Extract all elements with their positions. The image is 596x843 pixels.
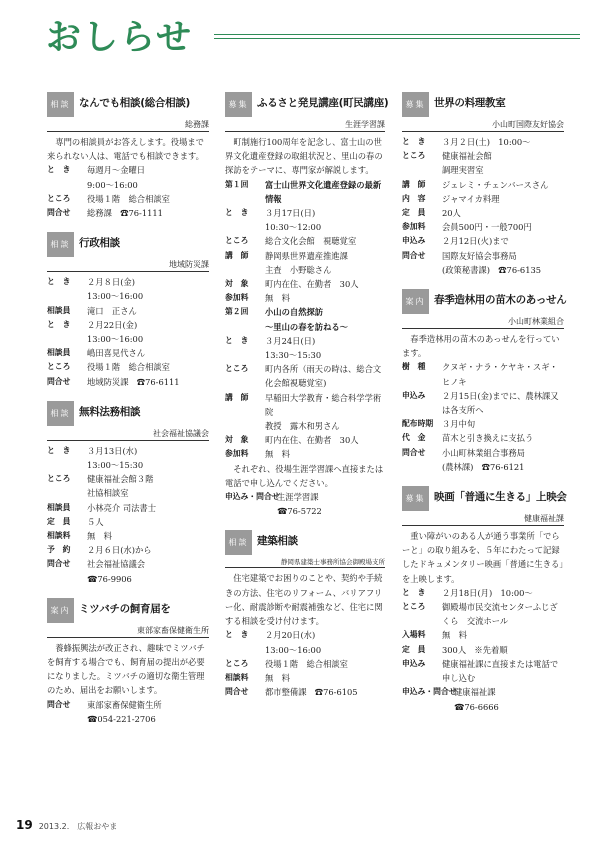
detail-row <box>47 192 209 206</box>
detail-label: 問合せ <box>47 376 71 386</box>
detail-rows <box>402 135 564 277</box>
detail-row <box>402 135 564 149</box>
notice-hometown-course <box>225 92 389 518</box>
detail-value: ２月６日(水)から <box>87 545 152 556</box>
detail-label: 問合せ <box>47 208 71 218</box>
detail-value: クヌギ・ナラ・ケヤキ・スギ・ヒノキ <box>442 362 558 387</box>
notice-body: 養蜂振興法が改正され、趣味でミツバチを飼育する場合でも、飼育届の提出が必要になりました。ミツバチの適切な衛生管理のため、届出をお願いします。 <box>47 642 205 696</box>
notice-title: ふるさと発見講座(町民講座) <box>257 97 389 109</box>
detail-value: 役場１階 総合相談室 <box>87 193 170 204</box>
detail-value: 無 料 <box>87 531 112 542</box>
notice-body: 春季造林用の苗木のあっせんを行っています。 <box>402 334 560 359</box>
category-badge: 相談 <box>47 401 74 426</box>
detail-row <box>225 362 385 390</box>
notice-org: 小山町林業組合 <box>402 316 564 329</box>
detail-label: 予 約 <box>47 545 71 555</box>
notice-title: 建築相談 <box>257 535 298 548</box>
detail-value: 健康福祉会館３階 社協相談室 <box>87 474 154 499</box>
detail-label: 参加料 <box>225 293 249 303</box>
detail-label: 内 容 <box>402 193 426 203</box>
detail-label: 対 象 <box>225 435 249 445</box>
detail-row <box>402 389 564 417</box>
detail-value: ３月13日(水) 13:00～15:30 <box>87 445 144 471</box>
detail-value: 町内在住、在勤者 30人 <box>265 435 359 446</box>
detail-row <box>225 391 385 434</box>
detail-label: ところ <box>402 151 426 161</box>
detail-row <box>225 334 385 362</box>
detail-row <box>402 600 564 628</box>
detail-value: ３月２日(土) 10:00～ <box>442 137 531 147</box>
detail-row <box>402 431 564 445</box>
detail-rows <box>402 360 564 474</box>
detail-label: 第１回 <box>225 179 249 189</box>
detail-row <box>225 671 385 685</box>
detail-value: 東部家畜保健衛生所 ☎054-221-2706 <box>87 699 162 724</box>
detail-row <box>402 220 564 234</box>
detail-value: 早稲田大学教育・総合科学学術院 教授 露木和男さん <box>265 392 382 432</box>
detail-label: と き <box>47 319 71 329</box>
detail-row <box>402 643 564 657</box>
notice-note: それぞれ、役場生涯学習課へ直接または電話で申し込んでください。 <box>225 463 384 488</box>
detail-label: 問合せ <box>402 447 426 457</box>
detail-rows <box>47 698 209 726</box>
detail-rows <box>47 163 209 220</box>
detail-value: 苗木と引き換えに支払う <box>442 433 534 444</box>
detail-value: ２月８日(金) 13:00～16:00 <box>87 277 144 302</box>
category-badge: 相談 <box>47 92 74 117</box>
detail-row <box>47 472 209 500</box>
detail-label: と き <box>47 277 71 287</box>
detail-value: ３月24日(日) 13:30～15:30 <box>265 335 322 361</box>
detail-row <box>402 249 564 277</box>
detail-row <box>225 657 385 671</box>
notice-body: 専門の相談員がお答えします。役場まで来られない人は、電話でも相談できます。 <box>47 137 204 162</box>
detail-row <box>225 249 385 277</box>
detail-row <box>225 206 385 234</box>
detail-value: ５人 <box>87 516 104 527</box>
detail-label: 講 師 <box>225 392 249 402</box>
issue-label: 2013.2. 広報おやま <box>38 822 118 831</box>
notice-building-consultation <box>225 530 385 699</box>
detail-row <box>402 178 564 192</box>
detail-label: と き <box>225 630 249 640</box>
category-badge: 案内 <box>47 598 74 623</box>
detail-value: ２月22日(金) 13:00～16:00 <box>87 319 144 345</box>
detail-label: と き <box>47 445 71 455</box>
detail-label: と き <box>225 208 249 218</box>
detail-row <box>47 206 209 220</box>
detail-value: ２月12日(火)まで <box>442 236 509 247</box>
category-badge: 募集 <box>402 92 429 117</box>
detail-row <box>47 529 209 543</box>
detail-row <box>47 501 209 515</box>
detail-value: 町内各所（雨天の時は、総合文化会館視聴覚室) <box>265 364 382 389</box>
category-badge: 募集 <box>225 92 252 117</box>
detail-row <box>402 149 564 177</box>
detail-value: 国際友好協会事務局 (政策秘書課) ☎76-6135 <box>442 250 542 275</box>
detail-value: ２月15日(金)までに、農林課又は各支所へ <box>442 390 559 416</box>
detail-value: 健康福祉課に直接または電話で申し込む <box>442 658 559 684</box>
notice-org: 総務課 <box>47 119 209 132</box>
detail-label: 対 象 <box>225 279 249 289</box>
notice-seedlings <box>402 289 567 474</box>
detail-label: 問合せ <box>47 559 71 569</box>
detail-label: と き <box>47 165 71 175</box>
notice-org: 静岡県建築士事務所協会御殿場支所 <box>225 557 385 568</box>
detail-label: 相談員 <box>47 348 71 358</box>
detail-value: 都市整備課 ☎76-6105 <box>265 687 358 698</box>
detail-rows <box>225 178 385 462</box>
notice-title: 春季造林用の苗木のあっせん <box>434 294 567 307</box>
detail-value: ジェレミ・チェンバースさん <box>442 179 549 190</box>
notice-legal-consultation <box>47 401 209 586</box>
notice-body: 町制施行100周年を記念し、富士山の世界文化遺産登録の取組状況と、里山の春の探訪をテーマに、専門家が解説します。 <box>225 137 383 176</box>
detail-value: 小山町林業組合事務局 (農林課) ☎76-6121 <box>442 447 525 472</box>
detail-rows <box>47 444 209 586</box>
detail-row <box>402 234 564 248</box>
detail-row <box>47 346 209 360</box>
detail-label: 定 員 <box>402 644 426 654</box>
detail-label: ところ <box>47 193 71 203</box>
detail-value: 役場１階 総合相談室 <box>87 362 170 373</box>
detail-rows <box>402 586 564 685</box>
notice-title: 世界の料理教室 <box>434 97 506 109</box>
detail-row <box>47 275 209 303</box>
detail-row <box>47 557 209 585</box>
notice-title: 行政相談 <box>79 237 120 250</box>
apply-row: 申込み・問合せ 健康福祉課 ☎76-6666 <box>402 685 564 713</box>
detail-value: 総務課 ☎76-1111 <box>87 208 163 219</box>
notice-org: 健康福祉課 <box>402 513 564 526</box>
column-1 <box>47 92 209 738</box>
detail-rows <box>47 275 209 389</box>
category-badge: 募集 <box>402 486 429 511</box>
detail-label: 参加料 <box>225 449 249 459</box>
detail-row <box>47 515 209 529</box>
detail-label: 問合せ <box>402 250 426 260</box>
detail-value: 毎週月～金曜日 9:00～16:00 <box>87 165 146 190</box>
detail-value: 小山の自然探訪 ～里山の春を訪ねる～ <box>265 307 348 332</box>
detail-row <box>402 657 564 685</box>
detail-row <box>225 277 385 291</box>
notice-org: 小山町国際友好協会 <box>402 119 564 132</box>
detail-label: ところ <box>225 658 249 668</box>
detail-row <box>47 318 209 346</box>
detail-label: ところ <box>47 362 71 372</box>
notice-beekeeping <box>47 598 209 726</box>
detail-row <box>225 685 385 699</box>
apply-label: 申込み・問合せ <box>225 492 280 502</box>
detail-row <box>402 417 564 431</box>
detail-row <box>225 433 385 447</box>
detail-label: 申込み <box>402 390 426 400</box>
notice-film-screening <box>402 486 567 714</box>
detail-row <box>402 586 564 600</box>
detail-row <box>402 446 564 474</box>
detail-value: 静岡県世界遺産推進課 主査 小野聡さん <box>265 250 348 275</box>
detail-label: と き <box>402 587 426 597</box>
page-title: おしらせ <box>46 18 193 58</box>
detail-label: 第２回 <box>225 307 249 317</box>
detail-label: 相談料 <box>225 672 249 682</box>
detail-row <box>47 543 209 557</box>
detail-value: 社会福祉協議会 ☎76-9906 <box>87 559 146 584</box>
detail-value: 会員500円・一般700円 <box>442 222 532 233</box>
detail-label: 定 員 <box>402 208 426 218</box>
column-3 <box>402 92 567 726</box>
apply-row: 申込み・問合せ 生涯学習課 ☎76-5722 <box>225 490 385 518</box>
detail-row <box>402 628 564 642</box>
detail-row <box>47 698 209 726</box>
detail-row <box>402 192 564 206</box>
detail-label: 講 師 <box>402 179 426 189</box>
notice-title: ミツバチの飼育届を <box>79 602 171 615</box>
notice-cooking-class <box>402 92 564 277</box>
detail-label: 問合せ <box>47 699 71 709</box>
detail-rows <box>225 628 385 699</box>
category-badge: 案内 <box>402 289 429 314</box>
detail-label: 問合せ <box>225 687 249 697</box>
detail-row <box>225 447 385 461</box>
notice-title: 無料法務相談 <box>79 405 141 418</box>
detail-row <box>47 360 209 374</box>
detail-label: 相談料 <box>47 531 71 541</box>
detail-value: ２月18日(月) 10:00～ <box>442 587 533 598</box>
detail-value: 20人 <box>442 208 461 219</box>
detail-label: 定 員 <box>47 516 71 526</box>
detail-label: 参加料 <box>402 222 426 232</box>
detail-row <box>402 206 564 220</box>
detail-label: と き <box>402 137 426 146</box>
detail-value: 健康福祉会館 調理実習室 <box>442 151 492 176</box>
page-footer <box>16 818 117 832</box>
detail-row <box>225 628 385 656</box>
notice-title: なんでも相談(総合相談) <box>79 97 190 109</box>
apply-label: 申込み・問合せ <box>402 687 457 697</box>
notice-org: 社会福祉協議会 <box>47 428 209 441</box>
detail-value: ジャマイカ料理 <box>442 193 500 204</box>
detail-label: 相談員 <box>47 305 71 315</box>
detail-value: 総合文化会館 視聴覚室 <box>265 236 357 247</box>
detail-row <box>402 360 564 388</box>
page-number: 19 <box>16 818 33 832</box>
detail-label: ところ <box>225 236 249 246</box>
detail-row <box>47 375 209 389</box>
column-2 <box>225 92 389 711</box>
detail-value: ２月20日(水) 13:00～16:00 <box>265 630 322 655</box>
detail-label: ところ <box>225 364 249 374</box>
detail-value: 役場１階 総合相談室 <box>265 658 348 669</box>
detail-row <box>225 305 385 333</box>
detail-label: 申込み <box>402 658 426 668</box>
notice-org: 生涯学習課 <box>225 119 385 132</box>
detail-label: 入場料 <box>402 630 426 640</box>
detail-value: 無 料 <box>265 293 290 304</box>
detail-row <box>47 163 209 191</box>
notice-body: 住宅建築でお困りのことや、契約や手続きの方法、住宅のリフォーム、バリアフリー化、耐震診断や耐震補強など、住宅に関する相談を受け付けます。 <box>225 573 383 627</box>
detail-row <box>225 234 385 248</box>
detail-value: 無 料 <box>442 630 467 641</box>
detail-row <box>225 291 385 305</box>
header-rule-bottom <box>214 38 580 39</box>
detail-label: 配布時期 <box>402 419 434 429</box>
detail-value: ３月17日(日) 10:30～12:00 <box>265 208 322 233</box>
detail-row <box>47 444 209 472</box>
detail-label: ところ <box>47 474 71 484</box>
detail-row <box>225 178 385 206</box>
detail-value: 嶋田喜見代さん <box>87 348 146 359</box>
detail-value: 富士山世界文化遺産登録の最新情報 <box>265 179 382 204</box>
detail-value: 小林亮介 司法書士 <box>87 502 157 513</box>
detail-value: ３月中旬 <box>442 419 476 430</box>
detail-label: 樹 種 <box>402 362 426 372</box>
notice-org: 地域防災課 <box>47 259 209 272</box>
detail-value: 滝口 正さん <box>87 305 137 316</box>
header-rule-top <box>214 34 580 35</box>
category-badge: 相談 <box>47 232 74 257</box>
detail-label: と き <box>225 335 249 345</box>
notice-title: 映画「普通に生きる」上映会 <box>434 491 567 504</box>
detail-value: 無 料 <box>265 672 290 683</box>
detail-value: 300人 ※先着順 <box>442 644 508 655</box>
notice-org: 東部家畜保健衛生所 <box>47 625 209 638</box>
detail-row <box>47 304 209 318</box>
detail-label: ところ <box>402 602 426 612</box>
detail-label: 代 金 <box>402 433 426 443</box>
notice-administrative-consultation <box>47 232 209 389</box>
detail-label: 講 師 <box>225 250 249 260</box>
category-badge: 相談 <box>225 530 252 555</box>
detail-value: 御殿場市民交流センターふじざくら 交流ホール <box>442 602 558 627</box>
notice-general-consultation <box>47 92 209 220</box>
detail-label: 相談員 <box>47 502 71 512</box>
detail-label: 申込み <box>402 236 426 246</box>
detail-value: 地域防災課 ☎76-6111 <box>87 376 180 387</box>
detail-value: 無 料 <box>265 449 290 460</box>
detail-value: 町内在住、在勤者 30人 <box>265 279 359 290</box>
notice-body: 重い障がいのある人が通う事業所「でらーと」の取り組みを、５年にわたって記録したドキュメンタリー映画「普通に生きる」を上映します。 <box>402 531 564 584</box>
